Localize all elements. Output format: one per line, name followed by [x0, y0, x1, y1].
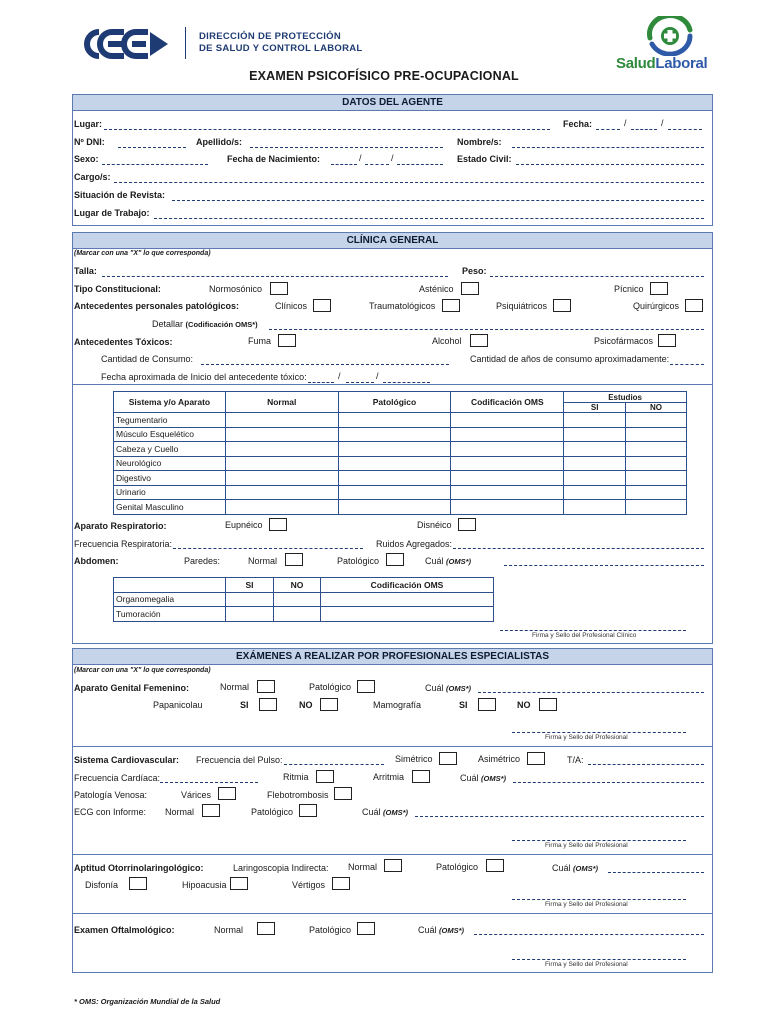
cell-no[interactable] [274, 592, 321, 607]
table-row [114, 500, 687, 515]
section-title-examenes: EXÁMENES A REALIZAR POR PROFESIONALES ESPECIALISTAS [73, 649, 712, 665]
checkbox-arritmia[interactable] [412, 770, 430, 783]
label-pap-no: NO [299, 700, 313, 710]
th-patologico: Patológico [338, 392, 451, 413]
label-apellido: Apellido/s: [196, 137, 243, 147]
label-card-cual [460, 773, 506, 783]
systems-table [113, 391, 687, 515]
table-row [114, 456, 687, 471]
label-peso: Peso: [462, 266, 487, 276]
field-cargo[interactable] [114, 182, 704, 183]
label-oms: (OMS*) [573, 864, 599, 873]
cell-normal[interactable] [225, 456, 338, 471]
header-divider [185, 27, 186, 59]
label-cual: Cuál [460, 773, 479, 783]
label-lugar-trabajo: Lugar de Trabajo: [74, 208, 150, 218]
label-paredes: Paredes: [184, 556, 221, 566]
row-label: Organomegalia [114, 592, 226, 607]
checkbox-abd-normal[interactable] [285, 553, 303, 566]
field-fecha-dia[interactable] [596, 129, 620, 130]
label-abd-cual [425, 556, 471, 566]
cell-codificacion[interactable] [451, 485, 564, 500]
label-gen-patologico: Patológico [309, 682, 352, 692]
label-ruidos: Ruidos Agregados: [376, 539, 453, 549]
salud-laboral-emblem-icon [640, 16, 700, 56]
checkbox-oft-patologico[interactable] [357, 922, 375, 935]
field-nac-anio[interactable] [397, 164, 443, 165]
label-lugar: Lugar: [74, 119, 102, 129]
label-gen-normal: Normal [220, 682, 250, 692]
cell-no[interactable] [626, 456, 687, 471]
row-label: Tegumentario [114, 413, 226, 428]
cell-patologico[interactable] [338, 500, 451, 515]
checkbox-psicofarmacos[interactable] [658, 334, 676, 347]
label-toxicos: Antecedentes Tóxicos: [74, 337, 173, 347]
label-psicofarmacos: Psicofármacos [594, 336, 654, 346]
label-astenico: Asténico [419, 284, 454, 294]
checkbox-simetrico[interactable] [439, 752, 457, 765]
checkbox-hipoacusia[interactable] [230, 877, 248, 890]
th-codificacion: Codificación OMS [451, 392, 564, 413]
label-oms: (OMS*) [383, 808, 409, 817]
cell-codificacion[interactable] [451, 500, 564, 515]
field-oto-cual[interactable] [608, 872, 704, 873]
table-row [114, 427, 687, 442]
label-oft-patologico: Patológico [309, 925, 352, 935]
label-cual: Cuál [362, 807, 381, 817]
label-ritmia: Ritmia [283, 772, 309, 782]
checkbox-ecg-patologico[interactable] [299, 804, 317, 817]
row-label: Neurológico [114, 456, 226, 471]
label-cual: Cuál [425, 556, 444, 566]
instruction-note: (Marcar con una "X" lo que corresponda) [74, 667, 211, 674]
signature-line-genital[interactable] [512, 732, 686, 733]
row-label: Músculo Esquelético [114, 427, 226, 442]
label-oto-normal: Normal [348, 862, 378, 872]
checkbox-fuma[interactable] [278, 334, 296, 347]
checkbox-ecg-normal[interactable] [202, 804, 220, 817]
checkbox-ritmia[interactable] [316, 770, 334, 783]
cell-codificacion[interactable] [451, 413, 564, 428]
cell-si[interactable] [226, 592, 274, 607]
checkbox-clinicos[interactable] [313, 299, 331, 312]
label-fuma: Fuma [248, 336, 272, 346]
table-header-row [114, 578, 494, 593]
label-vertigos: Vértigos [292, 880, 326, 890]
cell-patologico[interactable] [338, 442, 451, 457]
checkbox-disneico[interactable] [458, 518, 476, 531]
label-nombre: Nombre/s: [457, 137, 502, 147]
field-cantidad-consumo[interactable] [201, 364, 449, 365]
section-title-datos-agente: DATOS DEL AGENTE [73, 95, 712, 111]
table-row [114, 607, 494, 622]
signature-caption-cardio: Firma y Sello del Profesional [545, 842, 628, 849]
label-nacimiento: Fecha de Nacimiento: [227, 154, 321, 164]
th-no: NO [274, 578, 321, 593]
signature-line-clinico[interactable] [500, 630, 686, 631]
cell-normal[interactable] [225, 427, 338, 442]
row-label: Genital Masculino [114, 500, 226, 515]
checkbox-disfonia[interactable] [129, 877, 147, 890]
label-picnico: Pícnico [614, 284, 644, 294]
label-ecg-cual [362, 807, 408, 817]
field-revista[interactable] [172, 200, 704, 201]
field-oft-cual[interactable] [474, 934, 704, 935]
cell-patologico[interactable] [338, 456, 451, 471]
section-divider [73, 384, 712, 385]
checkbox-oto-normal[interactable] [384, 859, 402, 872]
table-row [114, 471, 687, 486]
row-label: Digestivo [114, 471, 226, 486]
field-peso[interactable] [490, 276, 704, 277]
label-simetrico: Simétrico [395, 754, 433, 764]
label-mamo-si: SI [459, 700, 468, 710]
cee-logo-icon [84, 28, 174, 60]
date-slash: / [338, 371, 341, 381]
field-frec-respiratoria[interactable] [173, 548, 363, 549]
row-label: Tumoración [114, 607, 226, 622]
label-abd-patologico: Patológico [337, 556, 380, 566]
label-frec-cardiaca: Frecuencia Cardíaca: [74, 773, 161, 783]
cell-normal[interactable] [225, 413, 338, 428]
label-ecg-normal: Normal [165, 807, 195, 817]
label-papanicolau: Papanicolau [153, 700, 203, 710]
label-traumatologicos: Traumatológicos [369, 301, 436, 311]
label-oms: (OMS*) [446, 684, 472, 693]
th-sistema: Sistema y/o Aparato [114, 392, 226, 413]
checkbox-pap-no[interactable] [320, 698, 338, 711]
label-quirurgicos: Quirúrgicos [633, 301, 680, 311]
checkbox-abd-patologico[interactable] [386, 553, 404, 566]
label-cual: Cuál [418, 925, 437, 935]
field-gen-cual[interactable] [478, 692, 704, 693]
field-nombre[interactable] [512, 147, 704, 148]
table-row [114, 442, 687, 457]
th-no: NO [626, 403, 687, 413]
checkbox-pap-si[interactable] [259, 698, 277, 711]
label-sexo: Sexo: [74, 154, 99, 164]
signature-caption-genital: Firma y Sello del Profesional [545, 734, 628, 741]
label-detallar [152, 319, 258, 329]
section-divider [73, 746, 712, 747]
field-nac-dia[interactable] [331, 164, 357, 165]
field-frec-cardiaca[interactable] [160, 782, 258, 783]
cell-patologico[interactable] [338, 427, 451, 442]
checkbox-flebotrombosis[interactable] [334, 787, 352, 800]
field-anios-consumo[interactable] [670, 364, 704, 365]
cell-si[interactable] [564, 485, 626, 500]
cell-codificacion[interactable] [451, 442, 564, 457]
label-oftalmologico: Examen Oftalmológico: [74, 925, 175, 935]
field-inicio-anio[interactable] [383, 382, 430, 383]
signature-caption-oto: Firma y Sello del Profesional [545, 901, 628, 908]
checkbox-psiquiatricos[interactable] [553, 299, 571, 312]
label-oms: (OMS*) [439, 926, 465, 935]
checkbox-traumatologicos[interactable] [442, 299, 460, 312]
cee-logo [84, 28, 174, 60]
brand-part-salud: Salud [616, 55, 656, 72]
checkbox-mamo-si[interactable] [478, 698, 496, 711]
label-normosonico: Normosónico [209, 284, 263, 294]
label-oms: (OMS*) [481, 774, 507, 783]
footer-note: * OMS: Organización Mundial de la Salud [74, 997, 221, 1006]
field-ruidos[interactable] [453, 548, 704, 549]
cell-normal[interactable] [225, 485, 338, 500]
label-genital-femenino: Aparato Genital Femenino: [74, 683, 190, 693]
checkbox-vertigos[interactable] [332, 877, 350, 890]
table-row [114, 485, 687, 500]
cell-si[interactable] [564, 456, 626, 471]
cell-codificacion[interactable] [321, 607, 494, 622]
cell-no[interactable] [626, 442, 687, 457]
label-oft-normal: Normal [214, 925, 244, 935]
cell-si[interactable] [564, 427, 626, 442]
cell-normal[interactable] [225, 471, 338, 486]
checkbox-quirurgicos[interactable] [685, 299, 703, 312]
label-eupneico: Eupnéico [225, 520, 263, 530]
cell-normal[interactable] [225, 442, 338, 457]
cell-si[interactable] [226, 607, 274, 622]
label-cantidad-consumo: Cantidad de Consumo: [101, 354, 194, 364]
field-card-cual[interactable] [513, 782, 704, 783]
cell-no[interactable] [626, 471, 687, 486]
checkbox-picnico[interactable] [650, 282, 668, 295]
section-divider [73, 913, 712, 914]
th-codificacion: Codificación OMS [321, 578, 494, 593]
label-fecha-inicio: Fecha aproximada de Inicio del antecedente tóxico: [101, 372, 307, 382]
field-estado-civil[interactable] [516, 164, 704, 165]
date-slash: / [359, 153, 362, 163]
cell-no[interactable] [626, 485, 687, 500]
label-gen-cual [425, 683, 471, 693]
label-oto-patologico: Patológico [436, 862, 479, 872]
instruction-note: (Marcar con una "X" lo que corresponda) [74, 250, 211, 257]
field-abd-cual[interactable] [504, 565, 704, 566]
cell-codificacion[interactable] [451, 456, 564, 471]
label-tipo-constitucional: Tipo Constitucional: [74, 284, 161, 294]
salud-laboral-logo [640, 16, 700, 56]
date-slash: / [661, 118, 664, 128]
checkbox-varices[interactable] [218, 787, 236, 800]
label-anios-consumo: Cantidad de años de consumo aproximadamente: [470, 354, 670, 364]
label-detallar-oms: (Codificación OMS*) [185, 320, 258, 329]
label-mamografia: Mamografía [373, 700, 422, 710]
field-inicio-dia[interactable] [308, 382, 334, 383]
org-name-line1: DIRECCIÓN DE PROTECCIÓN [199, 31, 342, 42]
signature-line-oftalmo[interactable] [512, 959, 686, 960]
label-frec-respiratoria: Frecuencia Respiratoria: [74, 539, 173, 549]
field-dni[interactable] [118, 147, 186, 148]
label-cual: Cuál [425, 683, 444, 693]
label-mamo-no: NO [517, 700, 531, 710]
field-talla[interactable] [102, 276, 448, 277]
label-cual: Cuál [552, 863, 571, 873]
label-abdomen: Abdomen: [74, 556, 119, 566]
checkbox-gen-normal[interactable] [257, 680, 275, 693]
cell-normal[interactable] [225, 500, 338, 515]
signature-caption-oftalmo: Firma y Sello del Profesional [545, 961, 628, 968]
label-antecedentes: Antecedentes personales patológicos: [74, 301, 240, 311]
cell-si[interactable] [564, 500, 626, 515]
table-header-row [114, 392, 687, 403]
cell-patologico[interactable] [338, 471, 451, 486]
cell-patologico[interactable] [338, 413, 451, 428]
label-disneico: Disnéico [417, 520, 452, 530]
label-laringoscopia: Laringoscopia Indirecta: [233, 863, 329, 873]
label-dni: Nº DNI: [74, 137, 105, 147]
field-nac-mes[interactable] [365, 164, 389, 165]
label-flebotrombosis: Flebotrombosis [267, 790, 329, 800]
label-respiratorio: Aparato Respiratorio: [74, 521, 167, 531]
checkbox-normosonico[interactable] [270, 282, 288, 295]
checkbox-alcohol[interactable] [470, 334, 488, 347]
label-psiquiatricos: Psiquiátricos [496, 301, 548, 311]
label-disfonia: Disfonía [85, 880, 119, 890]
row-label: Cabeza y Cuello [114, 442, 226, 457]
field-inicio-mes[interactable] [346, 382, 374, 383]
field-fecha-mes[interactable] [631, 129, 657, 130]
label-hipoacusia: Hipoacusia [182, 880, 227, 890]
label-patologia-venosa: Patología Venosa: [74, 790, 148, 800]
field-ecg-cual[interactable] [415, 816, 704, 817]
field-lugar-trabajo[interactable] [154, 218, 704, 219]
label-ecg: ECG con Informe: [74, 807, 147, 817]
label-oft-cual [418, 925, 464, 935]
label-clinicos: Clínicos [275, 301, 308, 311]
cell-no[interactable] [626, 427, 687, 442]
table-row [114, 592, 494, 607]
label-talla: Talla: [74, 266, 97, 276]
abdomen-table [113, 577, 494, 622]
label-ecg-patologico: Patológico [251, 807, 294, 817]
checkbox-astenico[interactable] [461, 282, 479, 295]
field-sexo[interactable] [102, 164, 208, 165]
field-detallar[interactable] [269, 329, 704, 330]
section-divider [73, 854, 712, 855]
table-row [114, 413, 687, 428]
checkbox-asimetrico[interactable] [527, 752, 545, 765]
org-name-line2: DE SALUD Y CONTROL LABORAL [199, 43, 363, 54]
row-label: Urinario [114, 485, 226, 500]
document-title: EXAMEN PSICOFÍSICO PRE-OCUPACIONAL [249, 69, 519, 83]
label-oto-cual [552, 863, 598, 873]
field-apellido[interactable] [250, 147, 443, 148]
checkbox-eupneico[interactable] [269, 518, 287, 531]
cell-no[interactable] [274, 607, 321, 622]
section-title-clinica: CLÍNICA GENERAL [73, 233, 712, 249]
label-cardiovascular: Sistema Cardiovascular: [74, 755, 180, 765]
cell-no[interactable] [626, 500, 687, 515]
field-lugar[interactable] [104, 129, 550, 130]
label-otorrino: Aptitud Otorrinolaringológico: [74, 863, 204, 873]
label-oms: (OMS*) [446, 557, 472, 566]
label-revista: Situación de Revista: [74, 190, 166, 200]
label-arritmia: Arritmia [373, 772, 404, 782]
label-asimetrico: Asimétrico [478, 754, 521, 764]
signature-line-oto[interactable] [512, 899, 686, 900]
signature-caption-clinico: Firma y Sello del Profesional Clínico [532, 632, 637, 639]
field-ta[interactable] [588, 764, 704, 765]
cell-si[interactable] [564, 442, 626, 457]
th-estudios: Estudios [564, 392, 687, 403]
brand-part-laboral: Laboral [655, 55, 708, 72]
cell-no[interactable] [626, 413, 687, 428]
cell-codificacion[interactable] [321, 592, 494, 607]
label-cargo: Cargo/s: [74, 172, 111, 182]
label-pap-si: SI [240, 700, 249, 710]
label-estado-civil: Estado Civil: [457, 154, 512, 164]
cell-patologico[interactable] [338, 485, 451, 500]
label-alcohol: Alcohol [432, 336, 462, 346]
th-normal: Normal [225, 392, 338, 413]
date-slash: / [391, 153, 394, 163]
label-abd-normal: Normal [248, 556, 278, 566]
checkbox-mamo-no[interactable] [539, 698, 557, 711]
label-fecha: Fecha: [563, 119, 593, 129]
th-si: SI [226, 578, 274, 593]
field-fecha-anio[interactable] [668, 129, 702, 130]
label-ta: T/A: [567, 755, 584, 765]
th-blank [114, 578, 226, 593]
label-varices: Várices [181, 790, 212, 800]
label-pulso: Frecuencia del Pulso: [196, 755, 283, 765]
date-slash: / [624, 118, 627, 128]
checkbox-oft-normal[interactable] [257, 922, 275, 935]
cell-codificacion[interactable] [451, 427, 564, 442]
signature-line-cardio[interactable] [512, 840, 686, 841]
checkbox-gen-patologico[interactable] [357, 680, 375, 693]
field-pulso[interactable] [284, 764, 384, 765]
th-si: SI [564, 403, 626, 413]
cell-si[interactable] [564, 413, 626, 428]
date-slash: / [376, 371, 379, 381]
checkbox-oto-patologico[interactable] [486, 859, 504, 872]
cell-codificacion[interactable] [451, 471, 564, 486]
cell-si[interactable] [564, 471, 626, 486]
label-detallar-text: Detallar [152, 319, 184, 329]
